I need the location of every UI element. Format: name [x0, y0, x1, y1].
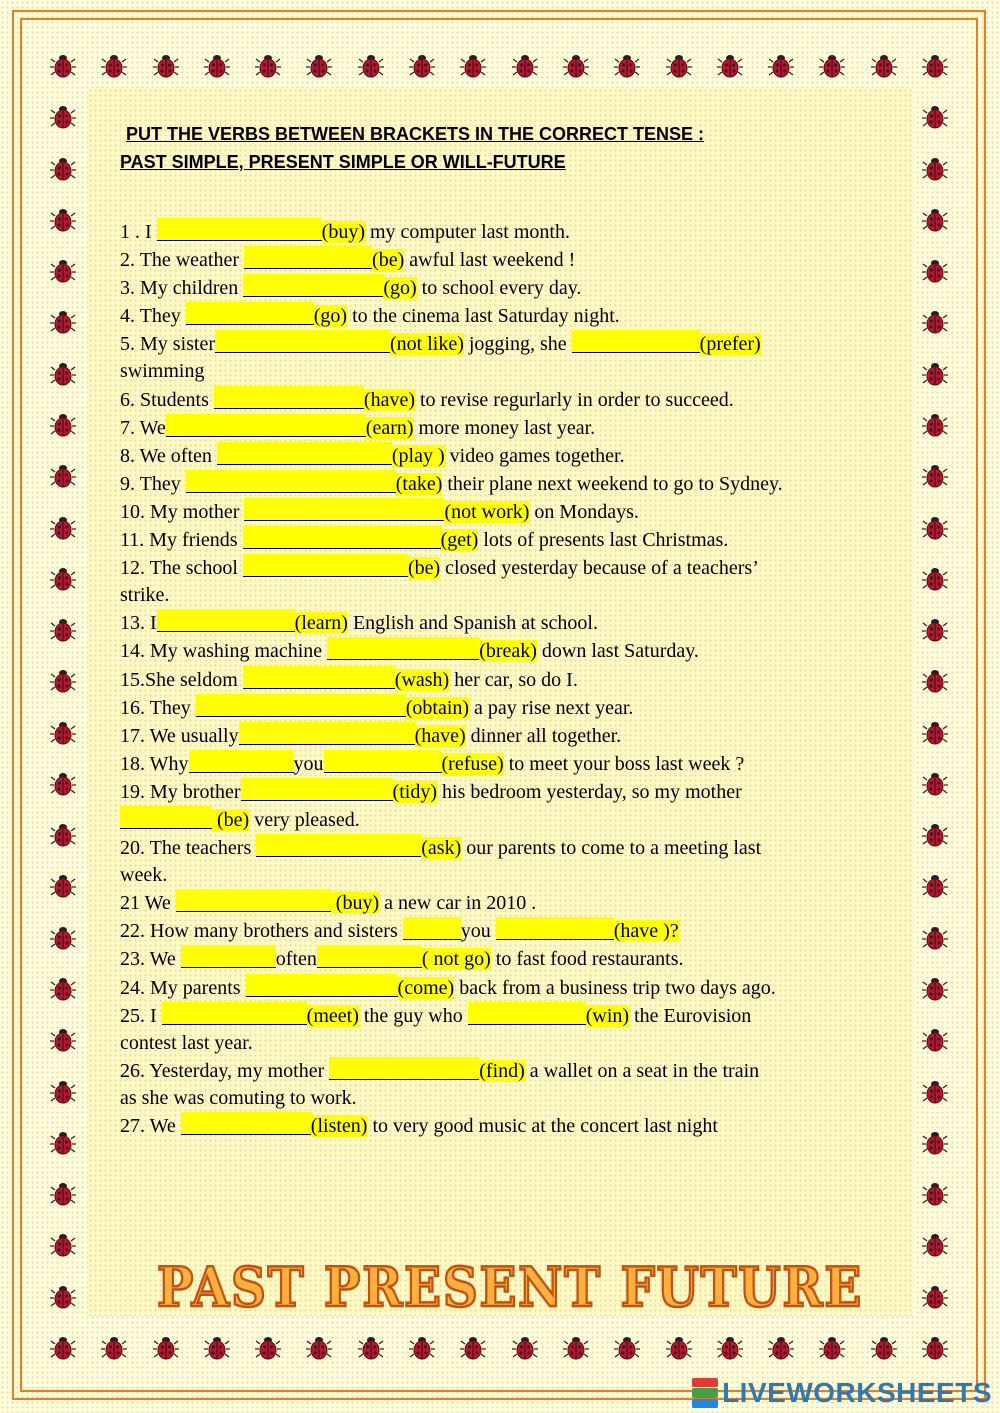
exercise-text: our parents to come to a meeting last — [461, 837, 762, 860]
verb-hint: (listen) — [310, 1115, 368, 1137]
liveworksheets-logo-icon — [692, 1378, 718, 1408]
ladybug-icon — [922, 259, 948, 283]
exercise-line — [120, 442, 890, 470]
ladybug-icon — [717, 1336, 743, 1360]
answer-blank[interactable] — [317, 945, 422, 968]
answer-blank[interactable] — [176, 889, 331, 912]
exercise-text: 21 We — [120, 892, 176, 915]
ladybug-icon — [358, 1336, 384, 1360]
exercise-text: strike. — [120, 584, 170, 607]
exercise-text: video games together. — [444, 444, 625, 467]
exercise-text: a wallet on a seat in the train — [524, 1059, 760, 1082]
ladybug-icon — [50, 874, 76, 898]
answer-blank[interactable] — [217, 442, 392, 465]
exercise-text: a new car in 2010 . — [379, 892, 537, 915]
exercise-line — [120, 609, 890, 637]
verb-hint: (buy) — [321, 221, 365, 243]
exercise-text: back from a business trip two days ago. — [454, 976, 776, 999]
answer-blank[interactable] — [186, 302, 314, 325]
ladybug-icon — [922, 567, 948, 591]
ladybug-icon — [922, 669, 948, 693]
exercise-text: closed yesterday because of a teachers’ — [440, 557, 759, 580]
answer-blank[interactable] — [244, 498, 444, 521]
exercise-line — [120, 386, 890, 414]
ladybug-icon — [50, 1080, 76, 1104]
ladybug-icon — [922, 1336, 948, 1360]
ladybug-icon — [922, 1285, 948, 1309]
ladybug-icon — [922, 874, 948, 898]
liveworksheets-logo — [692, 1377, 992, 1409]
ladybug-icon — [922, 310, 948, 334]
ladybug-icon — [922, 362, 948, 386]
answer-blank[interactable] — [239, 722, 415, 745]
exercise-text: 18. Why — [120, 752, 189, 775]
ladybug-icon — [50, 1233, 76, 1257]
answer-blank[interactable] — [243, 274, 383, 297]
exercise-text: 24. My parents — [120, 976, 246, 999]
ladybug-icon — [922, 1080, 948, 1104]
exercise-line — [120, 218, 890, 246]
exercise-text: 14. My washing machine — [120, 640, 328, 663]
exercise-text: 13. I — [120, 612, 157, 635]
exercise-line — [120, 917, 890, 945]
answer-blank[interactable] — [496, 917, 614, 940]
verb-hint: ( not go) — [421, 948, 491, 971]
answer-blank[interactable] — [329, 1057, 479, 1080]
ladybug-icon — [922, 926, 948, 950]
exercise-line — [120, 302, 890, 330]
verb-hint: (earn) — [365, 416, 414, 439]
verb-hint: (be) — [212, 808, 250, 831]
exercise-text: to revise regurlarly in order to succeed. — [414, 388, 734, 411]
ladybug-icon — [922, 721, 948, 745]
verb-hint: (not like) — [390, 333, 464, 356]
exercise-line — [120, 722, 890, 750]
exercise-line — [120, 750, 890, 778]
exercise-line — [120, 974, 890, 1002]
exercise-line — [120, 554, 890, 582]
exercise-text: their plane next weekend to go to Sydney. — [442, 472, 783, 495]
ladybug-icon — [50, 977, 76, 1001]
ladybug-icon — [666, 54, 692, 78]
exercise-list — [120, 218, 890, 1140]
exercise-text: 11. My friends — [120, 529, 243, 552]
instruction-subheading: PAST SIMPLE, PRESENT SIMPLE OR WILL-FUTURE — [120, 152, 566, 172]
ladybug-icon — [922, 823, 948, 847]
exercise-text: 9. They — [120, 472, 186, 495]
ladybug-icon — [717, 54, 743, 78]
ladybug-icon — [922, 1131, 948, 1155]
exercise-text: my computer last month. — [365, 221, 570, 243]
exercise-text: his bedroom yesterday, so my mother — [436, 780, 742, 803]
exercise-text: her car, so do I. — [449, 668, 578, 691]
ladybug-icon — [409, 54, 435, 78]
exercise-text: 1 . I — [120, 221, 157, 243]
answer-blank[interactable] — [468, 1002, 586, 1025]
exercise-text: 6. Students — [120, 388, 214, 411]
verb-hint: (learn) — [294, 612, 348, 635]
exercise-line — [120, 246, 890, 274]
ladybug-icon — [153, 54, 179, 78]
instruction-heading: PUT THE VERBS BETWEEN BRACKETS IN THE CORRECT TENSE : — [126, 124, 705, 144]
verb-hint: (have) — [363, 388, 415, 411]
verb-hint: (refuse) — [441, 752, 504, 775]
verb-hint: (obtain) — [405, 696, 470, 719]
exercise-line — [120, 862, 890, 889]
exercise-text: English and Spanish at school. — [347, 612, 598, 635]
exercise-line — [120, 526, 890, 554]
ladybug-icon — [50, 721, 76, 745]
exercise-text: contest last year. — [120, 1031, 253, 1054]
exercise-text: jogging, she — [463, 333, 572, 356]
answer-blank[interactable] — [327, 637, 479, 660]
exercise-text: to very good music at the concert last night — [367, 1115, 718, 1137]
exercise-text: dinner all together. — [465, 724, 622, 747]
exercise-text: very pleased. — [249, 808, 360, 831]
ladybug-icon — [922, 208, 948, 232]
answer-blank[interactable] — [243, 526, 441, 549]
exercise-text: to meet your boss last week ? — [503, 752, 745, 775]
answer-blank[interactable] — [166, 414, 366, 437]
answer-blank[interactable] — [256, 834, 421, 857]
exercise-line — [120, 694, 890, 722]
answer-blank[interactable] — [157, 218, 322, 241]
exercise-line — [120, 1112, 890, 1140]
title-banner-text: PAST PRESENT FUTURE — [157, 1255, 863, 1319]
exercise-line — [120, 414, 890, 442]
verb-hint: (come) — [397, 976, 455, 999]
ladybug-icon — [50, 669, 76, 693]
ladybug-icon — [50, 823, 76, 847]
verb-hint: (play ) — [391, 444, 445, 467]
verb-hint: (have )? — [613, 920, 679, 943]
ladybug-icon — [922, 1028, 948, 1052]
exercise-text: 7. We — [120, 416, 166, 439]
answer-blank[interactable] — [243, 666, 395, 689]
exercise-line — [120, 834, 890, 862]
exercise-text: 23. We — [120, 948, 181, 971]
answer-blank[interactable] — [244, 246, 372, 269]
verb-hint: (be) — [407, 557, 441, 580]
exercise-text: 17. We usually — [120, 724, 239, 747]
answer-blank[interactable] — [241, 778, 393, 801]
ladybug-icon — [50, 618, 76, 642]
exercise-text: often — [275, 948, 317, 971]
verb-hint: (prefer) — [699, 333, 761, 356]
ladybug-icon — [871, 1336, 897, 1360]
answer-blank[interactable] — [196, 694, 406, 717]
ladybug-icon — [922, 516, 948, 540]
ladybug-icon — [922, 772, 948, 796]
ladybug-icon — [922, 464, 948, 488]
ladybug-icon — [50, 413, 76, 437]
verb-hint: (go) — [383, 277, 417, 300]
answer-blank[interactable] — [162, 1002, 307, 1025]
ladybug-icon — [614, 1336, 640, 1360]
verb-hint: (wash) — [394, 668, 450, 691]
exercise-text: week. — [120, 864, 168, 887]
ladybug-icon — [819, 54, 845, 78]
ladybug-icon — [666, 1336, 692, 1360]
exercise-text: 26. Yesterday, my mother — [120, 1059, 330, 1082]
ladybug-icon — [204, 1336, 230, 1360]
ladybug-icon — [50, 1182, 76, 1206]
ladybug-icon — [460, 1336, 486, 1360]
verb-hint: (have) — [414, 724, 466, 747]
ladybug-icon — [306, 1336, 332, 1360]
exercise-text: 12. The school — [120, 557, 243, 580]
exercise-text: 3. My children — [120, 277, 244, 300]
ladybug-icon — [871, 54, 897, 78]
ladybug-icon — [50, 157, 76, 181]
ladybug-icon — [50, 926, 76, 950]
exercise-text: the Eurovision — [629, 1004, 752, 1027]
verb-hint: (go) — [313, 305, 348, 328]
answer-blank[interactable] — [324, 750, 442, 773]
exercise-text: 20. The teachers — [120, 837, 257, 860]
ladybug-icon — [204, 54, 230, 78]
answer-blank[interactable] — [189, 750, 294, 773]
verb-hint: (get) — [440, 529, 479, 552]
ladybug-icon — [50, 310, 76, 334]
liveworksheets-logo-text: LIVEWORKSHEETS — [722, 1377, 992, 1408]
exercise-text: 27. We — [120, 1115, 181, 1137]
verb-hint: (meet) — [306, 1004, 359, 1027]
answer-blank[interactable] — [181, 945, 276, 968]
exercise-line — [120, 1057, 890, 1085]
ladybug-icon — [50, 516, 76, 540]
answer-blank[interactable] — [186, 470, 396, 493]
exercise-line — [120, 330, 890, 358]
ladybug-icon — [922, 977, 948, 1001]
exercise-text: 25. I — [120, 1004, 162, 1027]
verb-hint: (be) — [372, 249, 405, 272]
exercise-line — [120, 1002, 890, 1030]
verb-hint: (not work) — [444, 500, 530, 523]
ladybug-icon — [50, 54, 76, 78]
ladybug-icon — [922, 413, 948, 437]
verb-hint: (tidy) — [392, 780, 437, 803]
answer-blank[interactable] — [572, 330, 700, 353]
ladybug-icon — [101, 1336, 127, 1360]
ladybug-icon — [512, 1336, 538, 1360]
exercise-text: awful last weekend ! — [404, 249, 576, 272]
ladybug-icon — [358, 54, 384, 78]
ladybug-icon — [101, 54, 127, 78]
ladybug-icon — [819, 1336, 845, 1360]
ladybug-icon — [50, 772, 76, 796]
exercise-text: to the cinema last Saturday night. — [347, 305, 620, 328]
exercise-text: swimming — [120, 360, 205, 383]
ladybug-icon — [255, 54, 281, 78]
answer-blank[interactable] — [157, 609, 295, 632]
exercise-line — [120, 1085, 890, 1112]
exercise-line — [120, 778, 890, 806]
ladybug-icon — [768, 54, 794, 78]
ladybug-icon — [50, 1028, 76, 1052]
verb-hint: (break) — [479, 640, 537, 663]
ladybug-icon — [50, 464, 76, 488]
answer-blank[interactable] — [181, 1112, 311, 1135]
exercise-text: 22. How many brothers and sisters — [120, 920, 403, 943]
exercise-text: 19. My brother — [120, 780, 241, 803]
verb-hint: (ask) — [421, 837, 462, 860]
ladybug-icon — [922, 105, 948, 129]
ladybug-icon — [922, 54, 948, 78]
ladybug-icon — [768, 1336, 794, 1360]
ladybug-icon — [153, 1336, 179, 1360]
exercise-line — [120, 470, 890, 498]
exercise-text: to fast food restaurants. — [490, 948, 684, 971]
ladybug-icon — [255, 1336, 281, 1360]
exercise-line — [120, 498, 890, 526]
exercise-line — [120, 806, 890, 834]
exercise-text: 15.She seldom — [120, 668, 243, 691]
ladybug-icon — [50, 1336, 76, 1360]
answer-blank[interactable] — [215, 330, 390, 353]
verb-hint: (buy) — [330, 892, 380, 915]
exercise-line — [120, 945, 890, 973]
ladybug-icon — [460, 54, 486, 78]
answer-blank[interactable] — [243, 554, 408, 577]
exercise-text: to school every day. — [416, 277, 582, 300]
exercise-text: 8. We often — [120, 444, 217, 467]
exercise-text: lots of presents last Christmas. — [478, 529, 729, 552]
ladybug-icon — [50, 1285, 76, 1309]
ladybug-icon — [50, 567, 76, 591]
answer-blank[interactable] — [120, 806, 212, 829]
ladybug-icon — [50, 259, 76, 283]
ladybug-icon — [614, 54, 640, 78]
exercise-text: more money last year. — [413, 416, 596, 439]
ladybug-icon — [922, 1182, 948, 1206]
ladybug-icon — [50, 208, 76, 232]
ladybug-icon — [563, 1336, 589, 1360]
exercise-text: 2. The weather — [120, 249, 245, 272]
exercise-text: 5. My sister — [120, 333, 215, 356]
exercise-text: down last Saturday. — [536, 640, 699, 663]
ladybug-icon — [922, 618, 948, 642]
exercise-line — [120, 582, 890, 609]
ladybug-icon — [922, 1233, 948, 1257]
exercise-line — [120, 637, 890, 665]
ladybug-icon — [922, 157, 948, 181]
ladybug-icon — [563, 54, 589, 78]
title-banner — [150, 1252, 870, 1322]
exercise-text: as she was comuting to work. — [120, 1086, 357, 1109]
answer-blank[interactable] — [214, 386, 364, 409]
exercise-text: 4. They — [120, 305, 186, 328]
exercise-text: the guy who — [358, 1004, 468, 1027]
exercise-text: on Mondays. — [529, 500, 639, 523]
exercise-text: you — [293, 752, 324, 775]
answer-blank[interactable] — [403, 917, 461, 940]
ladybug-icon — [50, 105, 76, 129]
exercise-line — [120, 1030, 890, 1057]
exercise-text: you — [460, 920, 496, 943]
exercise-text: 16. They — [120, 696, 196, 719]
exercise-text: 10. My mother — [120, 500, 245, 523]
ladybug-icon — [306, 54, 332, 78]
exercise-line — [120, 274, 890, 302]
verb-hint: (take) — [395, 472, 443, 495]
exercise-text: a pay rise next year. — [469, 696, 634, 719]
answer-blank[interactable] — [246, 974, 398, 997]
verb-hint: (win) — [585, 1004, 630, 1027]
exercise-line — [120, 889, 890, 917]
ladybug-icon — [50, 1131, 76, 1155]
exercise-line — [120, 666, 890, 694]
verb-hint: (find) — [479, 1059, 525, 1082]
ladybug-icon — [50, 362, 76, 386]
ladybug-icon — [512, 54, 538, 78]
exercise-line — [120, 358, 890, 385]
ladybug-icon — [409, 1336, 435, 1360]
